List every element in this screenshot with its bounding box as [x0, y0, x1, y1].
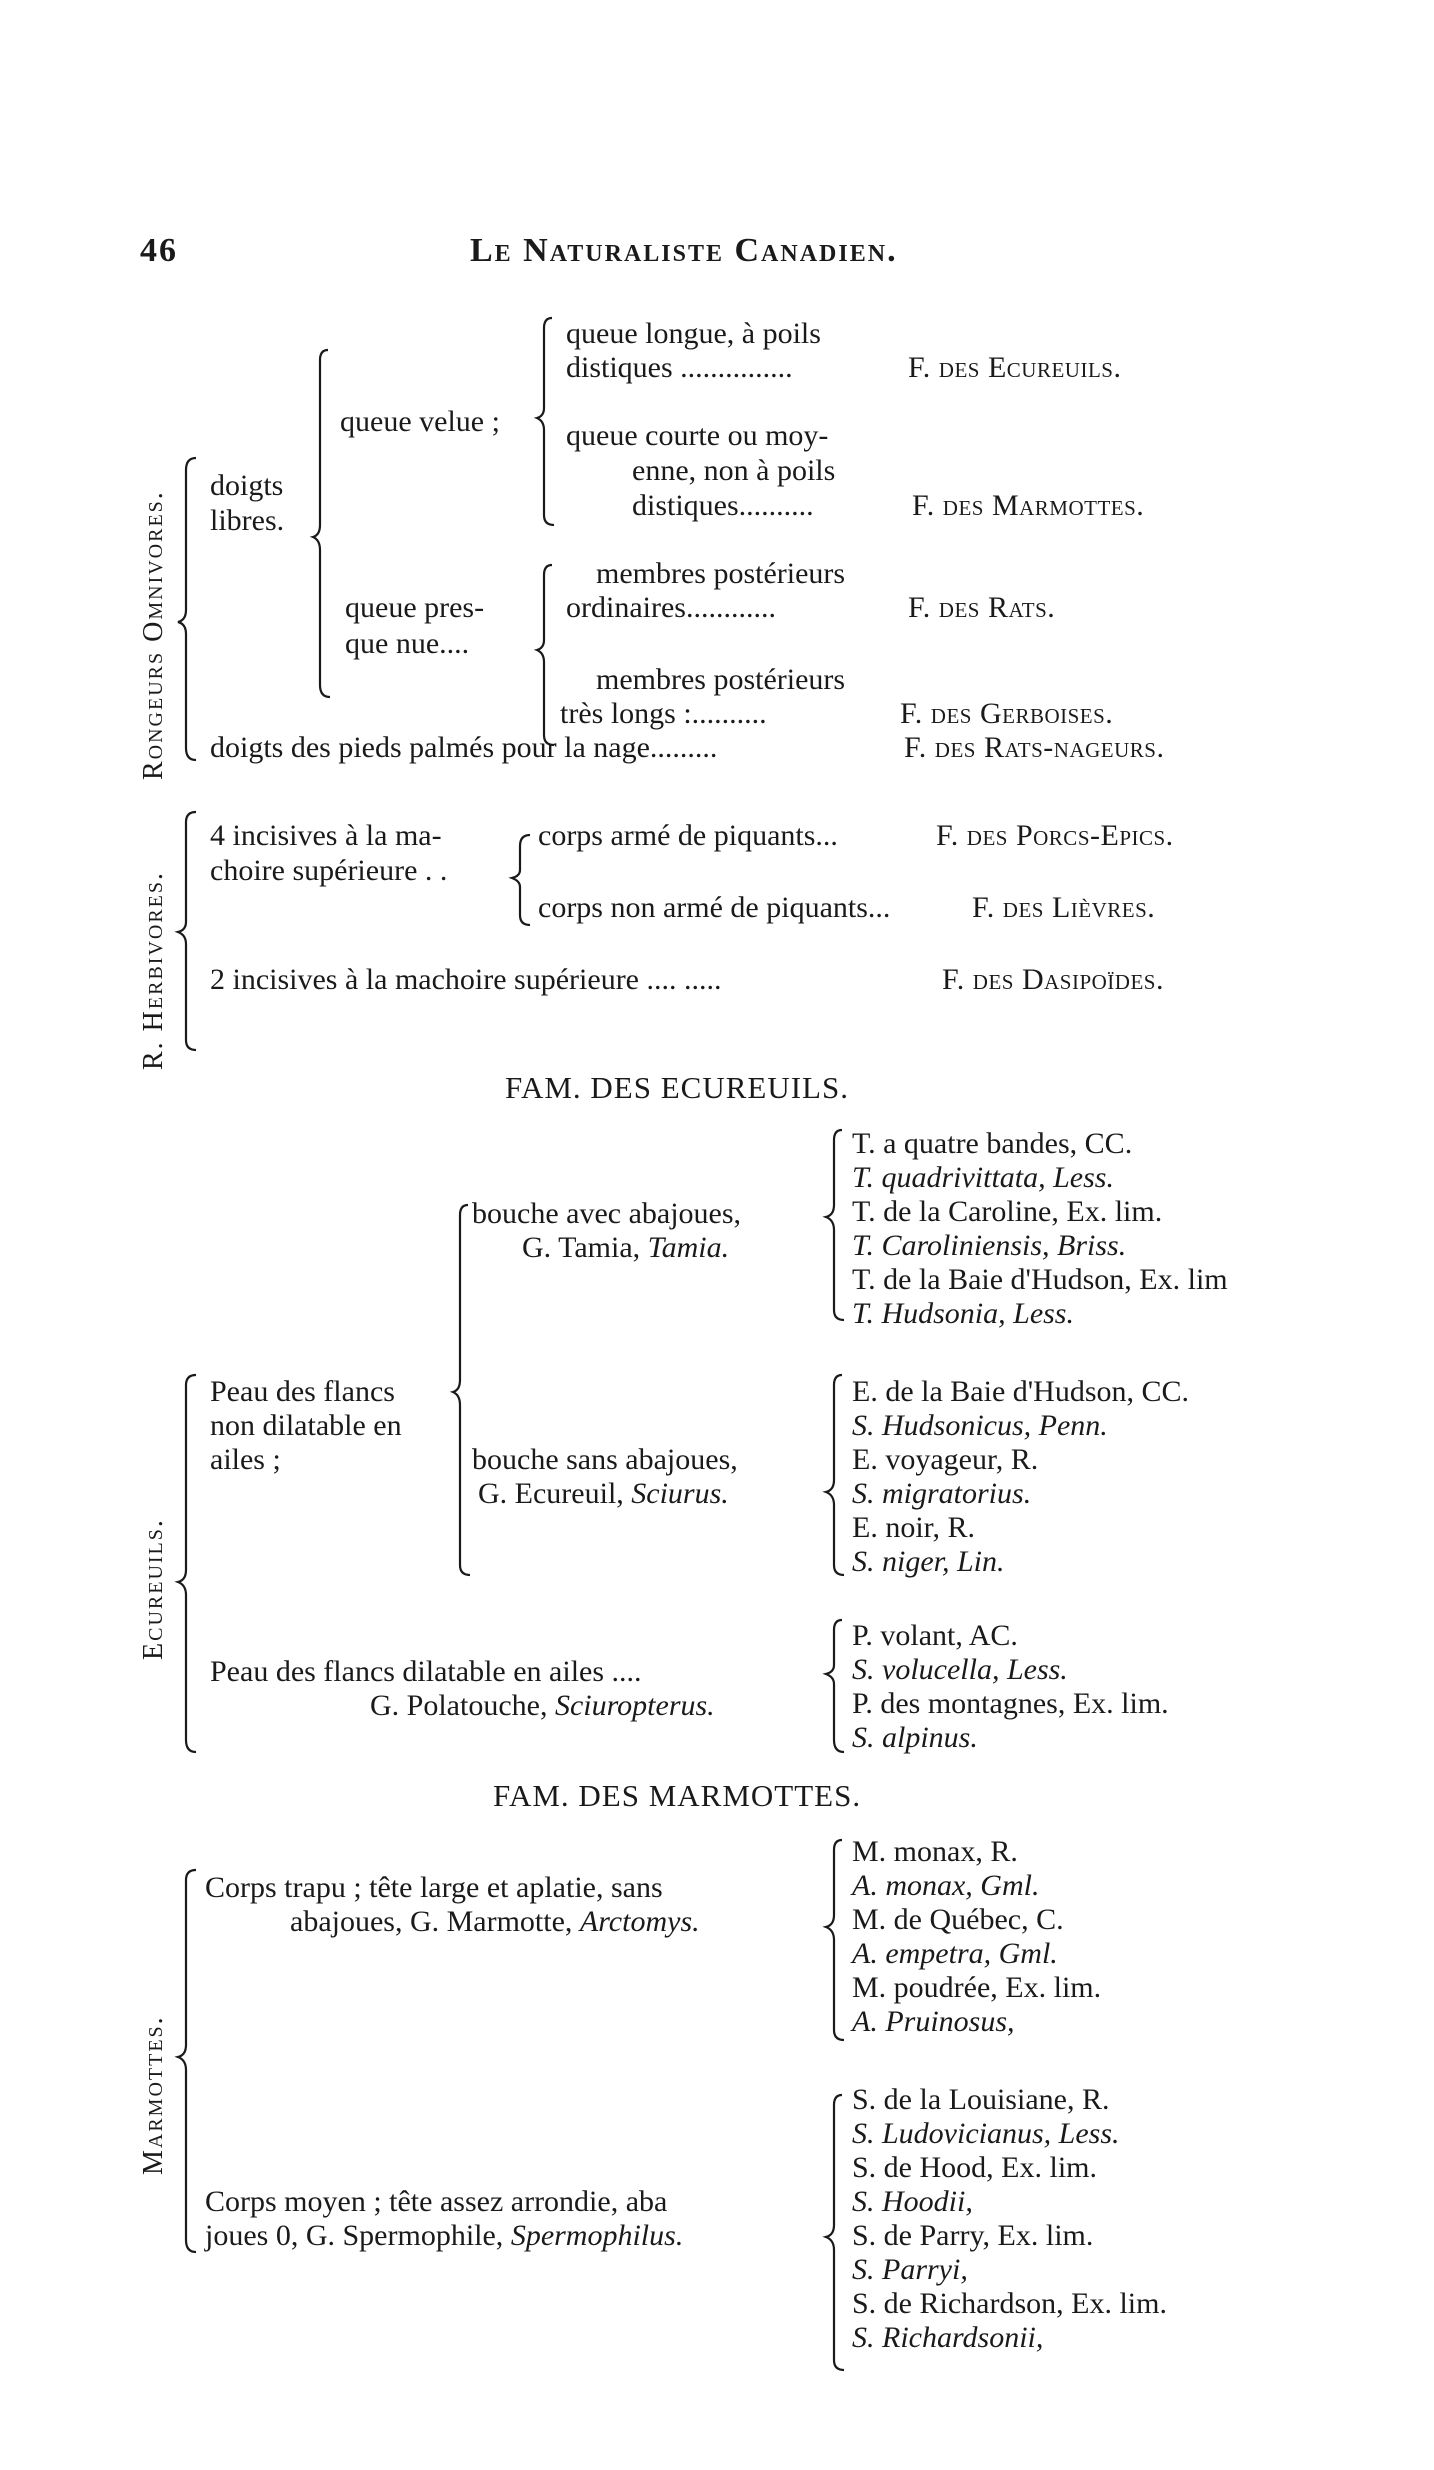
species-entry: T. a quatre bandes, CC.	[852, 1127, 1133, 1160]
queue-presque-nue-line2: que nue....	[345, 627, 470, 660]
queue-courte-line3: distiques..........	[632, 489, 814, 522]
bouche-avec-line2: G. Tamia, Tamia.	[522, 1231, 730, 1264]
species-entry: M. poudrée, Ex. lim.	[852, 1971, 1102, 2004]
species-entry: S. niger, Lin.	[852, 1545, 1005, 1578]
species-entry: S. Richardsonii,	[852, 2321, 1044, 2354]
tamia-latin: Tamia.	[647, 1231, 730, 1264]
side-label-herbivores: R. Herbivores.	[138, 870, 169, 1070]
side-label-marmottes: Marmottes.	[138, 2015, 169, 2175]
membres-ordinaires-line2: ordinaires............	[566, 591, 776, 624]
fam-porcs-epics-label: F. des Porcs-Epics.	[936, 819, 1174, 852]
corps-trapu-line2: abajoues, G. Marmotte, Arctomys.	[290, 1905, 700, 1938]
species-entry: P. des montagnes, Ex. lim.	[852, 1687, 1169, 1720]
doigts-libres-line2: libres.	[210, 504, 285, 537]
species-entry: S. alpinus.	[852, 1721, 978, 1754]
species-entry: P. volant, AC.	[852, 1619, 1018, 1652]
page-number: 46	[140, 232, 178, 269]
species-entry: T. de la Baie d'Hudson, Ex. lim	[852, 1263, 1228, 1296]
species-entry: E. voyageur, R.	[852, 1443, 1039, 1476]
species-entry: S. Ludovicianus, Less.	[852, 2117, 1120, 2150]
species-entry: T. de la Caroline, Ex. lim.	[852, 1195, 1163, 1228]
peau-dilatable-line1: Peau des flancs dilatable en ailes ....	[210, 1655, 642, 1688]
membres-longs-line1: membres postérieurs	[596, 663, 846, 696]
corps-arme: corps armé de piquants...	[538, 819, 838, 852]
fam-gerboises-label: F. des Gerboises.	[900, 697, 1114, 730]
species-entry: E. de la Baie d'Hudson, CC.	[852, 1375, 1190, 1408]
membres-ordinaires-line1: membres postérieurs	[596, 557, 846, 590]
species-entry: S. Hudsonicus, Penn.	[852, 1409, 1108, 1442]
quatre-incisives-line1: 4 incisives à la ma-	[210, 819, 442, 852]
bouche-avec-line1: bouche avec abajoues,	[472, 1197, 742, 1230]
corps-non-arme: corps non armé de piquants...	[538, 891, 891, 924]
running-title: Le Naturaliste Canadien.	[470, 232, 898, 269]
peau-non-dilatable-line2: non dilatable en	[210, 1409, 402, 1442]
fam-marmottes-label: F. des Marmottes.	[912, 489, 1145, 522]
peau-non-dilatable-line3: ailes ;	[210, 1443, 281, 1476]
species-entry: T. Caroliniensis, Briss.	[852, 1229, 1127, 1262]
species-entry: T. quadrivittata, Less.	[852, 1161, 1114, 1194]
fam-dasipoides-label: F. des Dasipoïdes.	[942, 963, 1164, 996]
doigts-libres-line1: doigts	[210, 469, 284, 502]
arctomys-latin: Arctomys.	[579, 1905, 700, 1938]
corps-moyen-line1: Corps moyen ; tête assez arrondie, aba	[205, 2185, 668, 2218]
side-label-omnivores: Rongeurs Omnivores.	[138, 490, 169, 780]
fam-ecureuils-label: F. des Ecureuils.	[908, 351, 1122, 384]
queue-presque-nue-line1: queue pres-	[345, 591, 485, 624]
fam-rats-label: F. des Rats.	[908, 591, 1056, 624]
bouche-sans-line1: bouche sans abajoues,	[472, 1443, 738, 1476]
corps-trapu-line1: Corps trapu ; tête large et aplatie, sans	[205, 1871, 663, 1904]
fam-marmottes-title: FAM. DES MARMOTTES.	[493, 1778, 862, 1813]
fam-rats-nageurs-label: F. des Rats-nageurs.	[904, 731, 1165, 764]
species-entry: S. Hoodii,	[852, 2185, 973, 2218]
queue-longue-line2: distiques ...............	[566, 351, 793, 384]
sciurus-latin: Sciurus.	[631, 1477, 729, 1510]
species-entry: M. de Québec, C.	[852, 1903, 1064, 1936]
side-label-ecureuils: Ecureuils.	[138, 1518, 169, 1660]
species-entry: A. Pruinosus,	[852, 2005, 1015, 2038]
species-entry: S. de la Louisiane, R.	[852, 2083, 1110, 2116]
species-entry: S. volucella, Less.	[852, 1653, 1068, 1686]
peau-non-dilatable-line1: Peau des flancs	[210, 1375, 395, 1408]
doigts-palmes: doigts des pieds palmés pour la nage.........	[210, 731, 718, 764]
deux-incisives: 2 incisives à la machoire supérieure .... .....	[210, 963, 722, 996]
bouche-sans-line2: G. Ecureuil, Sciurus.	[478, 1477, 729, 1510]
fam-lievres-label: F. des Lièvres.	[972, 891, 1156, 924]
queue-courte-line2: enne, non à poils	[632, 454, 836, 487]
corps-moyen-line2: joues 0, G. Spermophile, Spermophilus.	[205, 2219, 684, 2252]
species-entry: S. de Richardson, Ex. lim.	[852, 2287, 1167, 2320]
species-entry: T. Hudsonia, Less.	[852, 1297, 1074, 1330]
species-entry: A. empetra, Gml.	[852, 1937, 1058, 1970]
species-entry: S. Parryi,	[852, 2253, 968, 2286]
queue-longue-line1: queue longue, à poils	[566, 317, 821, 350]
species-entry: A. monax, Gml.	[852, 1869, 1040, 1902]
species-entry: E. noir, R.	[852, 1511, 975, 1544]
quatre-incisives-line2: choire supérieure . .	[210, 854, 448, 887]
queue-velue: queue velue ;	[340, 405, 500, 438]
peau-dilatable-line2: G. Polatouche, Sciuropterus.	[370, 1689, 715, 1722]
sciuropterus-latin: Sciuropterus.	[554, 1689, 715, 1722]
species-entry: S. de Parry, Ex. lim.	[852, 2219, 1094, 2252]
queue-courte-line1: queue courte ou moy-	[566, 419, 829, 452]
species-entry: S. migratorius.	[852, 1477, 1032, 1510]
spermophilus-latin: Spermophilus.	[510, 2219, 684, 2252]
species-entry: S. de Hood, Ex. lim.	[852, 2151, 1097, 2184]
fam-ecureuils-title: FAM. DES ECUREUILS.	[505, 1070, 849, 1105]
species-entry: M. monax, R.	[852, 1835, 1018, 1868]
membres-longs-line2: très longs :..........	[560, 697, 767, 730]
